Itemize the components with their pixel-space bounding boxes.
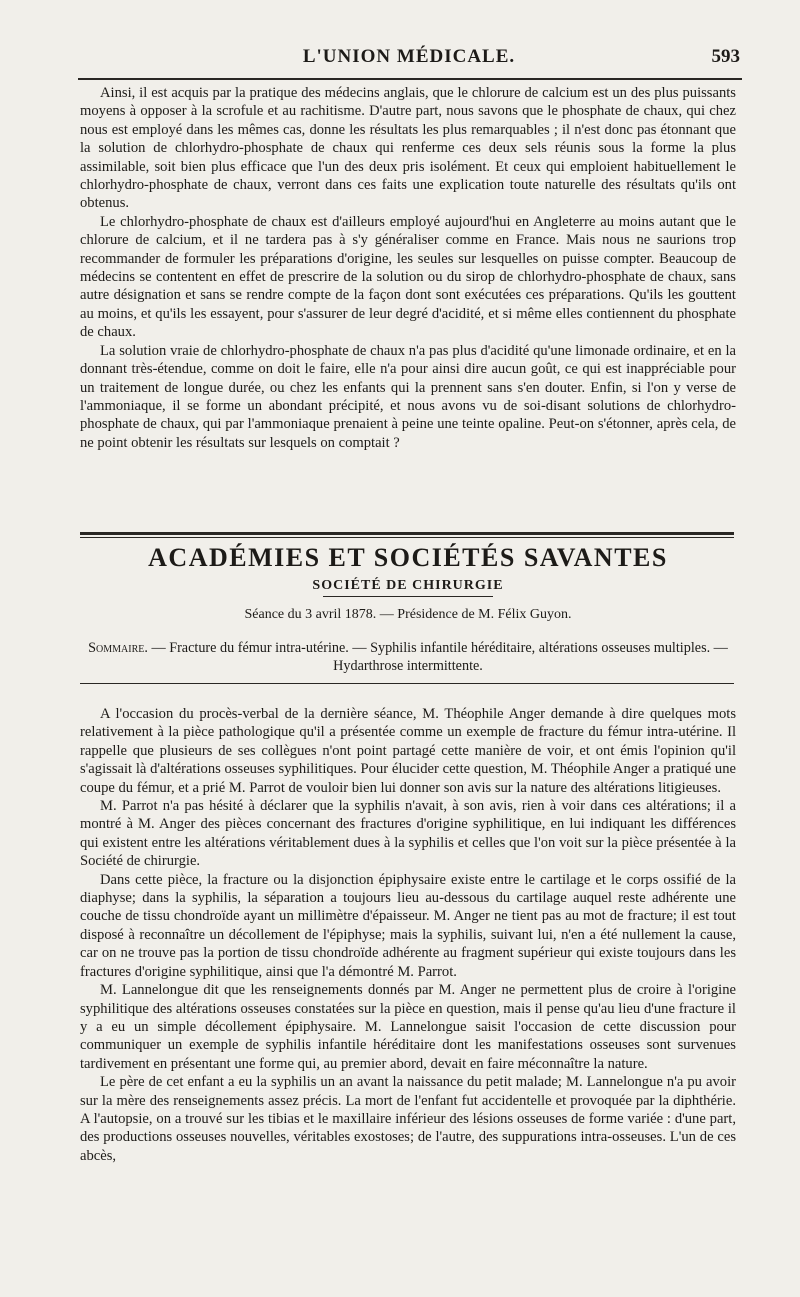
summary-label: Sommaire. [88,640,148,656]
header-rule [78,78,742,80]
session-line: Séance du 3 avril 1878. — Présidence de M. Félix Guyon. [244,607,572,622]
article-body-bottom [80,705,736,1165]
section-rule-thin [80,537,734,538]
paragraph: M. Parrot n'a pas hésité à déclarer que la syphilis n'avait, à son avis, rien à voir dans ces altérations; il a montré à M. Anger des pièces concernant des fractures d'origine syphilitique, en lui indiquant les différences qui existent entre les altérations véritablement dues à la syphilis et celles que l'on voit sur la pièce présentée à la Société de chirurgie. [80,798,736,870]
paragraph: A l'occasion du procès-verbal de la dernière séance, M. Théophile Anger demande à dire quelques mots relativement à la pièce pathologique qu'il a présentée comme un exemple de fracture du fémur intra-utérine. Il rappelle que plusieurs de ses collègues n'ont point partagé cette manière de voir, et ont émis l'opinion qu'il s'agissait là d'altérations osseuses syphilitiques. Pour élucider cette question, M. Théophile Anger a pratiqué une coupe du fémur, et a prié M. Parrot de vouloir bien lui donner son avis sur la nature des altérations litigieuses. [80,706,736,796]
paragraph: Dans cette pièce, la fracture ou la disjonction épiphysaire existe entre le cartilage et le corps ossifié de la diaphyse; dans la syphilis, la séparation a toujours lieu au-dessous du cartilage auquel reste adhérente une couche de tissu chondroïde ayant un millimètre d'épaisseur. M. Anger ne tient pas au mot de fracture; il est tout disposé à reconnaître un décollement de l'épiphyse; mais la syphilis, suivant lui, n'en a été nullement la cause, car on ne trouve pas la portion de tissu chondroïde adhérente au fragment supérieur qui existe toujours dans les fractures d'origine syphilitique, ainsi que l'a démontré M. Parrot. [80,871,736,980]
section-header [80,542,736,684]
paragraph: Le chlorhydro-phosphate de chaux est d'ailleurs employé aujourd'hui en Angleterre au moins autant que le chlorure de calcium, et il ne tardera pas à s'y généraliser comme en France. Mais nous ne saurions trop recommander de formuler les préparations d'origine, les seules sur lesquelles on puisse compter. Beaucoup de médecins se contentent en effet de prescrire de la solution ou du sirop de chlorhydro-phosphate de chaux, sans autre désignation et sans se rendre compte de la façon dont sont exécutées ces préparations. Qu'ils les gouttent au moins, et qu'ils les essayent, pour s'assurer de leur degré d'acidité, et si même elles contiennent du phosphate de chaux. [80,213,736,341]
paragraph: Le père de cet enfant a eu la syphilis un an avant la naissance du petit malade; M. Lannelongue n'a pu avoir sur la mère des renseignements assez précis. La mort de l'enfant fut accidentelle et provoquée par la diphthérie. A l'autopsie, on a trouvé sur les tibias et le maxillaire inférieur des lésions osseuses de forme variée : d'une part, des productions osseuses nouvelles, véritables exostoses; de l'autre, des suppurations intra-osseuses. L'un de ces abcès, [80,1074,736,1164]
paragraph: La solution vraie de chlorhydro-phosphate de chaux n'a pas plus d'acidité qu'une limonade ordinaire, et en la donnant très-étendue, comme on doit le faire, elle n'a pour ainsi dire aucun goût, ce qui est inappréciable pour un traitement de longue durée, ou chez les enfants qui la prennent sans s'en douter. Enfin, si l'on y verse de l'ammoniaque, il se forme un abondant précipité, et nous avons vu de soi-disant solutions de chlorhydro-phosphate de chaux, qui par l'ammoniaque prenaient à peine une teinte opaline. Peut-on s'étonner, après cela, de ne point obtenir les résultats sur lesquels on comptait ? [80,342,736,451]
page-header [78,46,740,74]
section-title: ACADÉMIES ET SOCIÉTÉS SAVANTES [148,543,668,572]
society-title: SOCIÉTÉ DE CHIRURGIE [312,578,504,593]
summary-rule [80,683,734,684]
paragraph: Ainsi, il est acquis par la pratique des médecins anglais, que le chlorure de calcium est un des plus puissants moyens à opposer à la scrofule et au rachitisme. D'autre part, nous savons que le phosphate de chaux, qui chez nous est employé dans les mêmes cas, donne les résultats les plus remarquables ; il n'est donc pas étonnant que la solution de chlorhydro-phosphate de chaux qui renferme ces deux sels réunis sous la forme la plus assimilable, soit bien plus efficace que l'un des deux pris isolément. Et ceux qui emploient habituellement le chlorhydro-phosphate de chaux, verront dans ces faits une explication toute naturelle des résultats qu'ils ont obtenus. [80,85,736,212]
article-body-top [80,84,736,452]
summary-text: — Fracture du fémur intra-utérine. — Syphilis infantile héréditaire, altérations osseuses multiples. — Hydarthrose intermittente. [147,640,728,674]
running-title: L'UNION MÉDICALE. [302,46,516,67]
society-underline [323,596,493,597]
section-rule-thick [80,532,734,535]
page-number: 593 [711,46,740,67]
summary [80,639,736,675]
paragraph: M. Lannelongue dit que les renseignements donnés par M. Anger ne permettent plus de croire à l'origine syphilitique des altérations osseuses constatées sur la pièce en question, mais il pense qu'au lieu d'une fracture il y a eu un simple décollement épiphysaire. M. Lannelongue saisit l'occasion de cette discussion pour communiquer un exemple de syphilis infantile héréditaire dont les manifestations osseuses sont survenues tardivement en présentant une forme qui, au premier abord, devait en faire méconnaître la nature. [80,982,736,1072]
